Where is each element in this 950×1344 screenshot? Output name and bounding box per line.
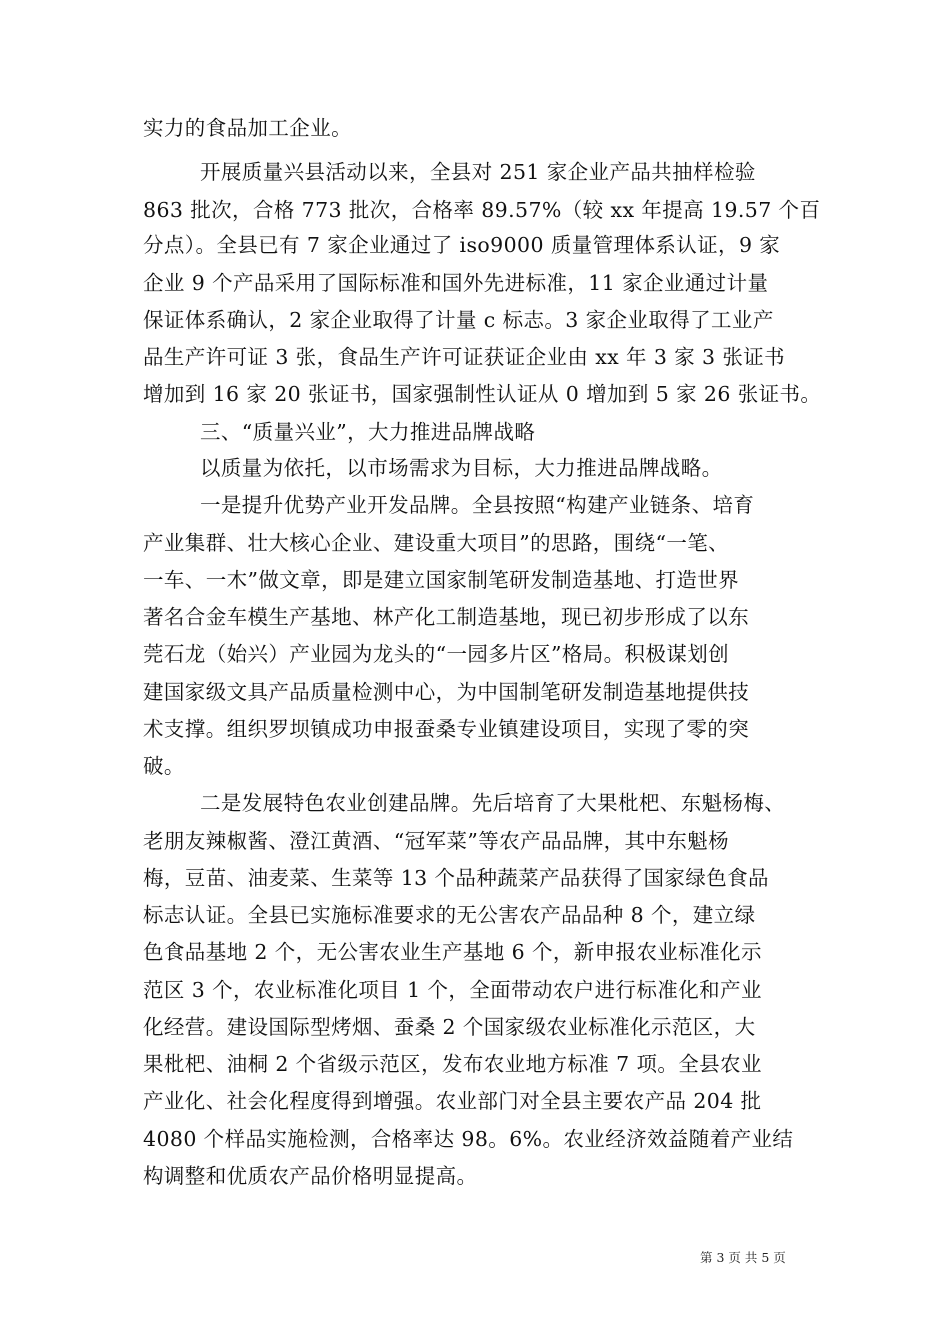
text-line: 构调整和优质农产品价格明显提高。	[143, 1164, 478, 1188]
text-line: 著名合金车模生产基地、林产化工制造基地，现已初步形成了以东	[143, 605, 750, 629]
text-line: 建国家级文具产品质量检测中心，为中国制笔研发制造基地提供技	[143, 680, 750, 704]
text-line: 标志认证。全县已实施标准要求的无公害农产品品种 8 个，建立绿	[143, 903, 756, 927]
text-line: 莞石龙（始兴）产业园为龙头的“一园多片区”格局。积极谋划创	[143, 642, 730, 666]
section-heading: 三、“质量兴业”，大力推进品牌战略	[200, 420, 536, 444]
text-line: 品生产许可证 3 张，食品生产许可证获证企业由 xx 年 3 家 3 张证书	[143, 345, 786, 369]
text-line: 保证体系确认，2 家企业取得了计量 c 标志。3 家企业取得了工业产	[143, 308, 774, 332]
text-line: 梅，豆苗、油麦菜、生菜等 13 个品种蔬菜产品获得了国家绿色食品	[143, 866, 769, 890]
text-line: 863 批次，合格 773 批次，合格率 89.57%（较 xx 年提高 19.57 个百	[143, 198, 821, 222]
text-line: 企业 9 个产品采用了国际标准和国外先进标准，11 家企业通过计量	[143, 271, 769, 295]
text-line: 开展质量兴县活动以来，全县对 251 家企业产品共抽样检验	[200, 160, 756, 184]
page-number: 第 3 页 共 5 页	[700, 1250, 786, 1265]
text-line: 增加到 16 家 20 张证书，国家强制性认证从 0 增加到 5 家 26 张证书。	[143, 382, 822, 406]
text-line: 产业集群、壮大核心企业、建设重大项目”的思路，围绕“一笔、	[143, 531, 730, 555]
text-line: 果枇杷、油桐 2 个省级示范区，发布农业地方标准 7 项。全县农业	[143, 1052, 762, 1076]
text-line: 破。	[143, 754, 185, 778]
text-line: 老朋友辣椒酱、澄江黄酒、“冠军菜”等农产品品牌，其中东魁杨	[143, 829, 730, 853]
text-line: 以质量为依托，以市场需求为目标，大力推进品牌战略。	[200, 456, 723, 480]
text-line: 4080 个样品实施检测，合格率达 98。6%。农业经济效益随着产业结	[143, 1127, 794, 1151]
text-line: 一车、一木”做文章，即是建立国家制笔研发制造基地、打造世界	[143, 568, 740, 592]
text-line: 实力的食品加工企业。	[143, 116, 352, 140]
text-line: 一是提升优势产业开发品牌。全县按照“构建产业链条、培育	[200, 493, 755, 517]
text-line: 产业化、社会化程度得到增强。农业部门对全县主要农产品 204 批	[143, 1089, 762, 1113]
text-line: 化经营。建设国际型烤烟、蚕桑 2 个国家级农业标准化示范区，大	[143, 1015, 756, 1039]
text-line: 二是发展特色农业创建品牌。先后培育了大果枇杷、东魁杨梅、	[200, 791, 786, 815]
text-line: 术支撑。组织罗坝镇成功申报蚕桑专业镇建设项目，实现了零的突	[143, 717, 750, 741]
text-line: 范区 3 个，农业标准化项目 1 个，全面带动农户进行标准化和产业	[143, 978, 762, 1002]
text-line: 色食品基地 2 个，无公害农业生产基地 6 个，新申报农业标准化示	[143, 940, 762, 964]
text-line: 分点）。全县已有 7 家企业通过了 iso9000 质量管理体系认证，9 家	[143, 233, 781, 257]
